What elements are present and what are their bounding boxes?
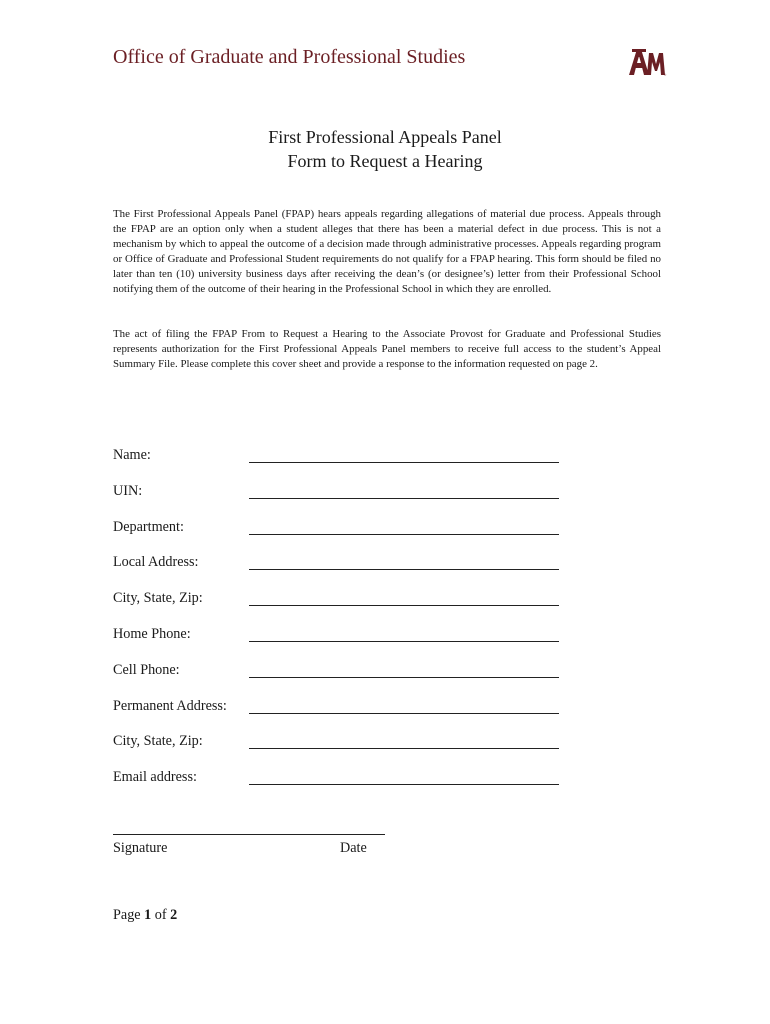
office-title: Office of Graduate and Professional Studies (113, 46, 466, 68)
email-field[interactable] (113, 769, 563, 789)
permanent-address-input-line[interactable] (249, 713, 559, 714)
home-phone-field[interactable] (113, 626, 563, 646)
cell-phone-field[interactable] (113, 662, 563, 682)
department-field[interactable] (113, 519, 563, 539)
page-current: 1 (144, 907, 152, 923)
university-logo (627, 47, 667, 77)
home-phone-input-line[interactable] (249, 641, 559, 642)
signature-label: Signature (113, 840, 168, 856)
cell-phone-input-line[interactable] (249, 677, 559, 678)
form-title (0, 125, 770, 173)
field-label: UIN: (113, 483, 143, 499)
uin-input-line[interactable] (249, 498, 559, 499)
field-label: Cell Phone: (113, 662, 180, 678)
permanent-address-field[interactable] (113, 698, 563, 718)
signature-line[interactable] (113, 834, 385, 835)
local-address-field[interactable] (113, 554, 563, 574)
date-label: Date (340, 840, 367, 856)
field-label: Permanent Address: (113, 698, 227, 714)
field-label: Department: (113, 519, 184, 535)
name-input-line[interactable] (249, 462, 559, 463)
title-line-2: Form to Request a Hearing (287, 151, 483, 171)
title-line-1: First Professional Appeals Panel (268, 127, 502, 147)
city-state-zip-input-line[interactable] (249, 605, 559, 606)
page-number (113, 907, 177, 924)
uin-field[interactable] (113, 483, 563, 503)
permanent-city-state-zip-field[interactable] (113, 733, 563, 753)
city-state-zip-field[interactable] (113, 590, 563, 610)
intro-paragraph: The First Professional Appeals Panel (FPAP) hears appeals regarding allegations of material due process. Appeals through the FPAP are an option only when a student alleges that there has been a material defect in due process. This is not a mechanism by which to appeal the outcome of a decision made through administrative processes. Appeals regarding program or Office of Graduate and Professional Student requirements do not qualify for a FPAP hearing. This form should be filed no later than ten (10) university business days after receiving the dean’s (or designee’s) letter from their Professional School notifying them of the outcome of their hearing in the Professional School in which they are enrolled. (113, 208, 661, 296)
name-field[interactable] (113, 447, 563, 467)
field-label: Name: (113, 447, 151, 463)
field-label: City, State, Zip: (113, 733, 203, 749)
page-of: of (154, 907, 167, 923)
email-input-line[interactable] (249, 784, 559, 785)
department-input-line[interactable] (249, 534, 559, 535)
field-label: Home Phone: (113, 626, 191, 642)
authorization-paragraph: The act of filing the FPAP From to Request a Hearing to the Associate Provost for Graduate and Professional Studies represents authorization for the First Professional Appeals Panel members to receive full access to the student’s Appeal Summary File. Please complete this cover sheet and provide a response to the information requested on page 2. (113, 328, 661, 371)
field-label: City, State, Zip: (113, 590, 203, 606)
local-address-input-line[interactable] (249, 569, 559, 570)
page-prefix: Page (113, 907, 141, 923)
field-label: Local Address: (113, 554, 199, 570)
field-label: Email address: (113, 769, 197, 785)
page-total: 2 (170, 907, 178, 923)
svg-text:®: ® (664, 73, 667, 77)
permanent-city-state-zip-input-line[interactable] (249, 748, 559, 749)
